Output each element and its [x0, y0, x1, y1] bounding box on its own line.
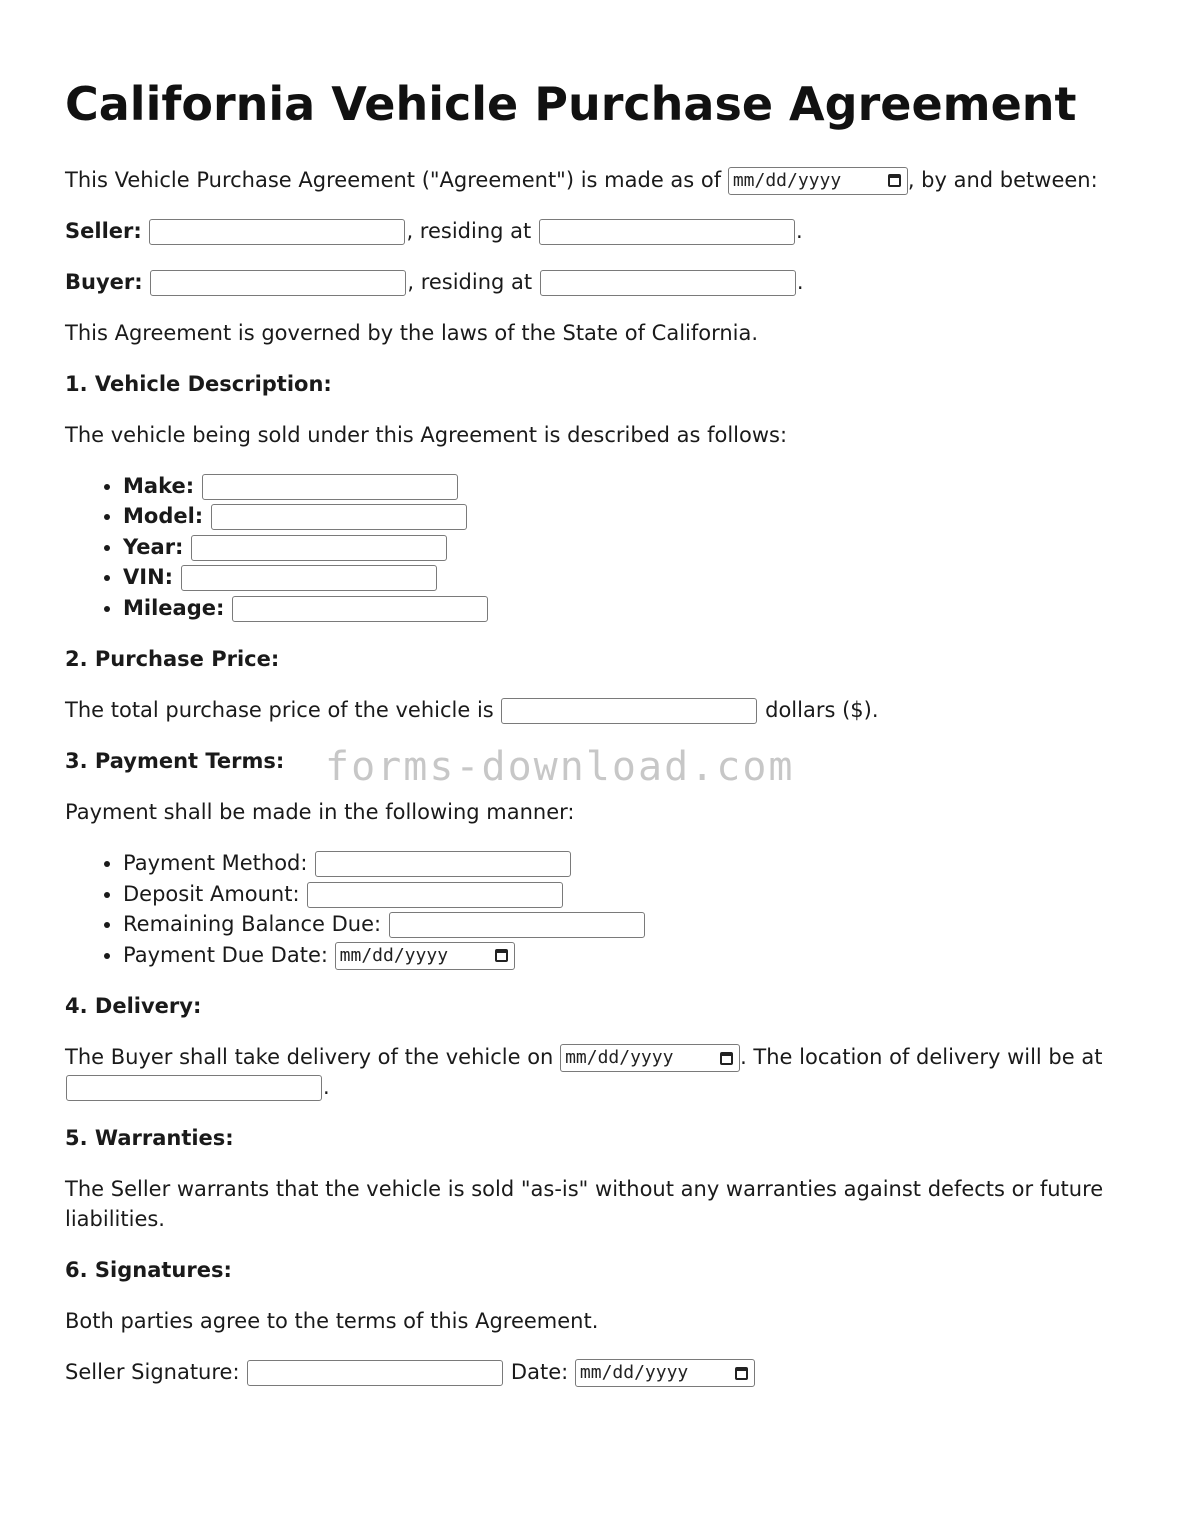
model-input[interactable] — [211, 504, 467, 530]
section-3-heading: 3. Payment Terms: — [65, 749, 285, 774]
list-item: • Make: — [123, 471, 1125, 502]
buyer-label: Buyer: — [65, 269, 143, 294]
section-2-text: The total purchase price of the vehicle is dollars ($). — [65, 698, 879, 723]
list-item: • Deposit Amount: — [123, 879, 1125, 910]
delivery-date-input[interactable]: mm/dd/yyyy — [560, 1044, 740, 1072]
delivery-location-input[interactable] — [66, 1075, 322, 1101]
list-item: • Mileage: — [123, 593, 1125, 624]
seller-label: Seller: — [65, 218, 142, 243]
seller-signature-input[interactable] — [247, 1360, 503, 1386]
make-input[interactable] — [202, 474, 458, 500]
buyer-name-input[interactable] — [150, 270, 406, 296]
vin-input[interactable] — [181, 565, 437, 591]
seller-address-input[interactable] — [539, 219, 795, 245]
section-5-text: The Seller warrants that the vehicle is sold "as-is" without any warranties against defects or future liabilities. — [65, 1177, 1104, 1232]
list-item: • Payment Due Date: mm/dd/yyyy — [123, 940, 1125, 971]
intro-paragraph: This Vehicle Purchase Agreement ("Agreement") is made as of mm/dd/yyyy , by and between: — [65, 165, 1125, 195]
list-item: • VIN: — [123, 562, 1125, 593]
payment-due-date-input[interactable]: mm/dd/yyyy — [335, 942, 515, 970]
payment-method-input[interactable] — [315, 851, 571, 877]
section-5-heading: 5. Warranties: — [65, 1126, 234, 1151]
section-6-heading: 6. Signatures: — [65, 1258, 232, 1283]
buyer-line: Buyer: , residing at . — [65, 269, 804, 294]
section-1-heading: 1. Vehicle Description: — [65, 371, 332, 396]
calendar-icon — [495, 949, 508, 962]
purchase-price-input[interactable] — [501, 698, 757, 724]
calendar-icon — [720, 1052, 733, 1065]
section-4-heading: 4. Delivery: — [65, 994, 202, 1019]
list-item: • Year: — [123, 532, 1125, 563]
list-item: • Payment Method: — [123, 848, 1125, 879]
agreement-date-input[interactable]: mm/dd/yyyy — [728, 167, 908, 195]
document-page — [65, 78, 1125, 1408]
deposit-amount-input[interactable] — [307, 882, 563, 908]
seller-name-input[interactable] — [149, 219, 405, 245]
section-4-text: The Buyer shall take delivery of the vehicle on mm/dd/yyyy . The location of delivery will be at . — [65, 1045, 1103, 1100]
governing-law: This Agreement is governed by the laws of the State of California. — [65, 320, 759, 345]
year-input[interactable] — [191, 535, 447, 561]
list-item: • Model: — [123, 501, 1125, 532]
section-2-heading: 2. Purchase Price: — [65, 647, 280, 672]
watermark: forms-download.com — [325, 744, 795, 790]
seller-signature-date-input[interactable]: mm/dd/yyyy — [575, 1359, 755, 1387]
buyer-address-input[interactable] — [540, 270, 796, 296]
seller-line: Seller: , residing at . — [65, 218, 803, 243]
remaining-balance-input[interactable] — [389, 912, 645, 938]
section-1-text: The vehicle being sold under this Agreement is described as follows: — [65, 422, 788, 447]
section-3-text: Payment shall be made in the following manner: — [65, 800, 575, 825]
section-6-text: Both parties agree to the terms of this Agreement. — [65, 1309, 599, 1334]
seller-signature-line: Seller Signature: Date: mm/dd/yyyy — [65, 1357, 1125, 1387]
page-title: California Vehicle Purchase Agreement — [65, 77, 1077, 131]
calendar-icon — [888, 174, 901, 187]
list-item: • Remaining Balance Due: — [123, 909, 1125, 940]
mileage-input[interactable] — [232, 596, 488, 622]
vehicle-fields-list — [65, 471, 1125, 624]
calendar-icon — [735, 1367, 748, 1380]
payment-fields-list — [65, 848, 1125, 970]
